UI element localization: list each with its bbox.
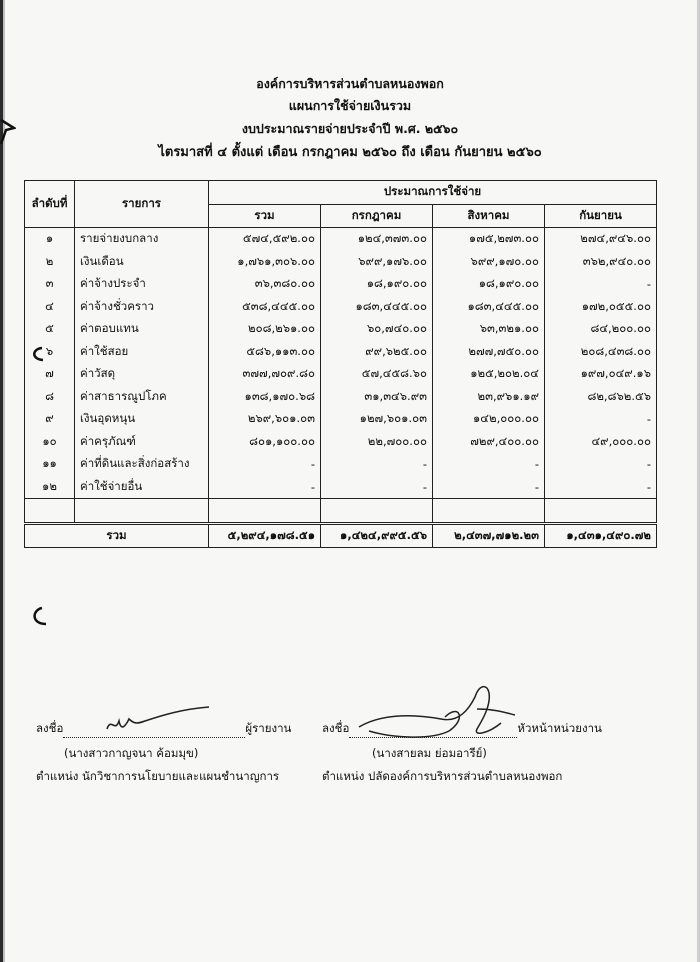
right-signature-line <box>322 720 602 738</box>
row-item-name: เงินเดือน <box>75 251 209 274</box>
table-row <box>25 408 657 431</box>
handwritten-signature-icon <box>103 703 213 739</box>
plan-title: แผนการใช้จ่ายเงินรวม <box>288 98 412 113</box>
row-sep: ๔๙,๐๐๐.๐๐ <box>545 431 657 454</box>
row-item-name: ค่าที่ดินและสิ่งก่อสร้าง <box>75 453 209 476</box>
row-aug: ๖๓,๓๒๑.๐๐ <box>433 318 545 341</box>
row-item-name: ค่าใช้สอย <box>75 341 209 364</box>
row-aug: ๑๔๒,๐๐๐.๐๐ <box>433 408 545 431</box>
row-total: ๑๓๘,๑๗๐.๖๘ <box>209 386 321 409</box>
row-aug: ๑๗๕,๒๗๓.๐๐ <box>433 228 545 251</box>
total-label: รวม <box>25 523 209 547</box>
left-signature-field <box>63 725 245 738</box>
blank-row <box>25 499 657 524</box>
row-item-name: ค่าสาธารณูปโภค <box>75 386 209 409</box>
row-no: ๔ <box>25 296 75 319</box>
row-sep: ๘๒,๘๖๒.๕๖ <box>545 386 657 409</box>
row-item-name: ค่าใช้จ่ายอื่น <box>75 476 209 499</box>
row-jul: ๑๒๔,๓๗๓.๐๐ <box>321 228 433 251</box>
row-item-name: ค่าครุภัณฑ์ <box>75 431 209 454</box>
row-jul: ๑๒๗,๖๐๑.๐๓ <box>321 408 433 431</box>
blank-cell <box>433 499 545 524</box>
table-row <box>25 476 657 499</box>
row-total: ๕๗๔,๕๙๒.๐๐ <box>209 228 321 251</box>
blank-cell <box>25 499 75 524</box>
row-aug: ๒๓,๙๖๑.๑๙ <box>433 386 545 409</box>
table-row <box>25 431 657 454</box>
table-row <box>25 341 657 364</box>
table-row <box>25 273 657 296</box>
row-total: ๓๖,๓๘๐.๐๐ <box>209 273 321 296</box>
row-aug: ๑๘๓,๔๔๕.๐๐ <box>433 296 545 319</box>
blank-cell <box>545 499 657 524</box>
row-jul: - <box>321 453 433 476</box>
row-total: ๓๗๗,๗๐๙.๘๐ <box>209 363 321 386</box>
col-jul-header: กรกฎาคม <box>321 204 433 228</box>
row-sep: - <box>545 273 657 296</box>
total-row <box>25 523 657 547</box>
row-sep: ๘๔,๒๐๐.๐๐ <box>545 318 657 341</box>
col-sep-header: กันยายน <box>545 204 657 228</box>
row-no: ๙ <box>25 408 75 431</box>
right-signature-field <box>349 725 517 738</box>
budget-year: งบประมาณรายจ่ายประจำปี พ.ศ. ๒๕๖๐ <box>241 121 459 136</box>
blank-cell <box>321 499 433 524</box>
col-item-header: รายการ <box>75 181 209 228</box>
right-signer-name: (นางสายลม ย่อมอารีย์) <box>372 746 487 760</box>
table-row <box>25 363 657 386</box>
col-aug-header: สิงหาคม <box>433 204 545 228</box>
row-sep: ๑๗๒,๐๕๕.๐๐ <box>545 296 657 319</box>
row-aug: ๑๒๕,๒๐๒.๐๔ <box>433 363 545 386</box>
total-jul: ๑,๔๒๔,๙๙๕.๕๖ <box>321 523 433 547</box>
row-aug: - <box>433 453 545 476</box>
row-no: ๑๐ <box>25 431 75 454</box>
row-no: ๖ <box>25 341 75 364</box>
left-signer-name: (นางสาวกาญจนา ค้อมมุข) <box>64 746 199 760</box>
row-total: ๕๘๖,๑๑๓.๐๐ <box>209 341 321 364</box>
row-jul: ๖๙๙,๑๗๖.๐๐ <box>321 251 433 274</box>
row-item-name: ค่าวัสดุ <box>75 363 209 386</box>
row-no: ๓ <box>25 273 75 296</box>
row-no: ๕ <box>25 318 75 341</box>
row-no: ๒ <box>25 251 75 274</box>
row-total: ๕๓๘,๔๔๕.๐๐ <box>209 296 321 319</box>
row-sep: - <box>545 476 657 499</box>
table-row <box>25 296 657 319</box>
total-sum: ๕,๒๙๔,๑๗๘.๕๑ <box>209 523 321 547</box>
row-item-name: เงินอุดหนุน <box>75 408 209 431</box>
left-signer-position: ตำแหน่ง นักวิชาการนโยบายและแผนชำนาญการ <box>36 769 280 783</box>
row-jul: ๕๗,๔๕๘.๖๐ <box>321 363 433 386</box>
right-signer-position: ตำแหน่ง ปลัดองค์การบริหารส่วนตำบลหนองพอก <box>322 769 563 783</box>
row-total: ๒๖๙,๖๐๑.๐๓ <box>209 408 321 431</box>
row-item-name: ค่าจ้างชั่วคราว <box>75 296 209 319</box>
row-sep: ๑๙๗,๐๔๙.๑๖ <box>545 363 657 386</box>
pen-mark-icon <box>30 346 44 362</box>
row-item-name: รายจ่ายงบกลาง <box>75 228 209 251</box>
row-aug: ๖๙๙,๑๗๐.๐๐ <box>433 251 545 274</box>
table-row <box>25 453 657 476</box>
budget-table <box>24 180 657 548</box>
row-item-name: ค่าตอบแทน <box>75 318 209 341</box>
row-sep: ๓๖๒,๙๔๐.๐๐ <box>545 251 657 274</box>
blank-cell <box>209 499 321 524</box>
right-sign-role: หัวหน้าหน่วยงาน <box>517 721 602 735</box>
row-total: - <box>209 476 321 499</box>
row-aug: ๑๘,๑๙๐.๐๐ <box>433 273 545 296</box>
row-no: ๗ <box>25 363 75 386</box>
org-title: องค์การบริหารส่วนตำบลหนองพอก <box>256 76 444 91</box>
row-no: ๑๒ <box>25 476 75 499</box>
row-jul: - <box>321 476 433 499</box>
left-sign-role: ผู้รายงาน <box>245 721 292 735</box>
row-total: ๘๐๑,๑๐๐.๐๐ <box>209 431 321 454</box>
right-sign-prefix: ลงชื่อ <box>322 721 350 735</box>
blank-cell <box>75 499 209 524</box>
total-sep: ๑,๔๓๑,๔๙๐.๗๒ <box>545 523 657 547</box>
pen-mark-icon <box>28 606 48 628</box>
row-total: ๑,๗๖๑,๓๐๖.๐๐ <box>209 251 321 274</box>
total-aug: ๒,๔๓๗,๗๑๒.๒๓ <box>433 523 545 547</box>
row-jul: ๑๘๓,๔๔๕.๐๐ <box>321 296 433 319</box>
row-sep: ๒๐๘,๔๓๘.๐๐ <box>545 341 657 364</box>
col-total-header: รวม <box>209 204 321 228</box>
table-row <box>25 386 657 409</box>
row-no: ๘ <box>25 386 75 409</box>
row-jul: ๑๘,๑๙๐.๐๐ <box>321 273 433 296</box>
row-sep: - <box>545 408 657 431</box>
table-row <box>25 228 657 251</box>
left-sign-prefix: ลงชื่อ <box>36 721 64 735</box>
row-jul: ๖๐,๗๔๐.๐๐ <box>321 318 433 341</box>
row-jul: ๙๙,๖๒๕.๐๐ <box>321 341 433 364</box>
row-aug: ๗๒๙,๔๐๐.๐๐ <box>433 431 545 454</box>
row-jul: ๒๒,๗๐๐.๐๐ <box>321 431 433 454</box>
row-no: ๑๑ <box>25 453 75 476</box>
row-jul: ๓๑,๓๔๖.๙๓ <box>321 386 433 409</box>
table-row <box>25 318 657 341</box>
row-sep: - <box>545 453 657 476</box>
handwritten-signature-icon <box>349 679 519 745</box>
row-no: ๑ <box>25 228 75 251</box>
left-signature-line <box>36 720 291 738</box>
col-no-header: ลำดับที่ <box>25 181 75 228</box>
table-row <box>25 251 657 274</box>
row-item-name: ค่าจ้างประจำ <box>75 273 209 296</box>
quarter-period: ไตรมาสที่ ๔ ตั้งแต่ เดือน กรกฎาคม ๒๕๖๐ ถึง เดือน กันยายน ๒๕๖๐ <box>158 145 542 160</box>
row-aug: - <box>433 476 545 499</box>
estimate-group-header: ประมาณการใช้จ่าย <box>209 181 657 205</box>
row-total: - <box>209 453 321 476</box>
row-total: ๒๐๘,๒๖๑.๐๐ <box>209 318 321 341</box>
row-sep: ๒๗๔,๙๔๖.๐๐ <box>545 228 657 251</box>
row-aug: ๒๗๗,๗๕๐.๐๐ <box>433 341 545 364</box>
